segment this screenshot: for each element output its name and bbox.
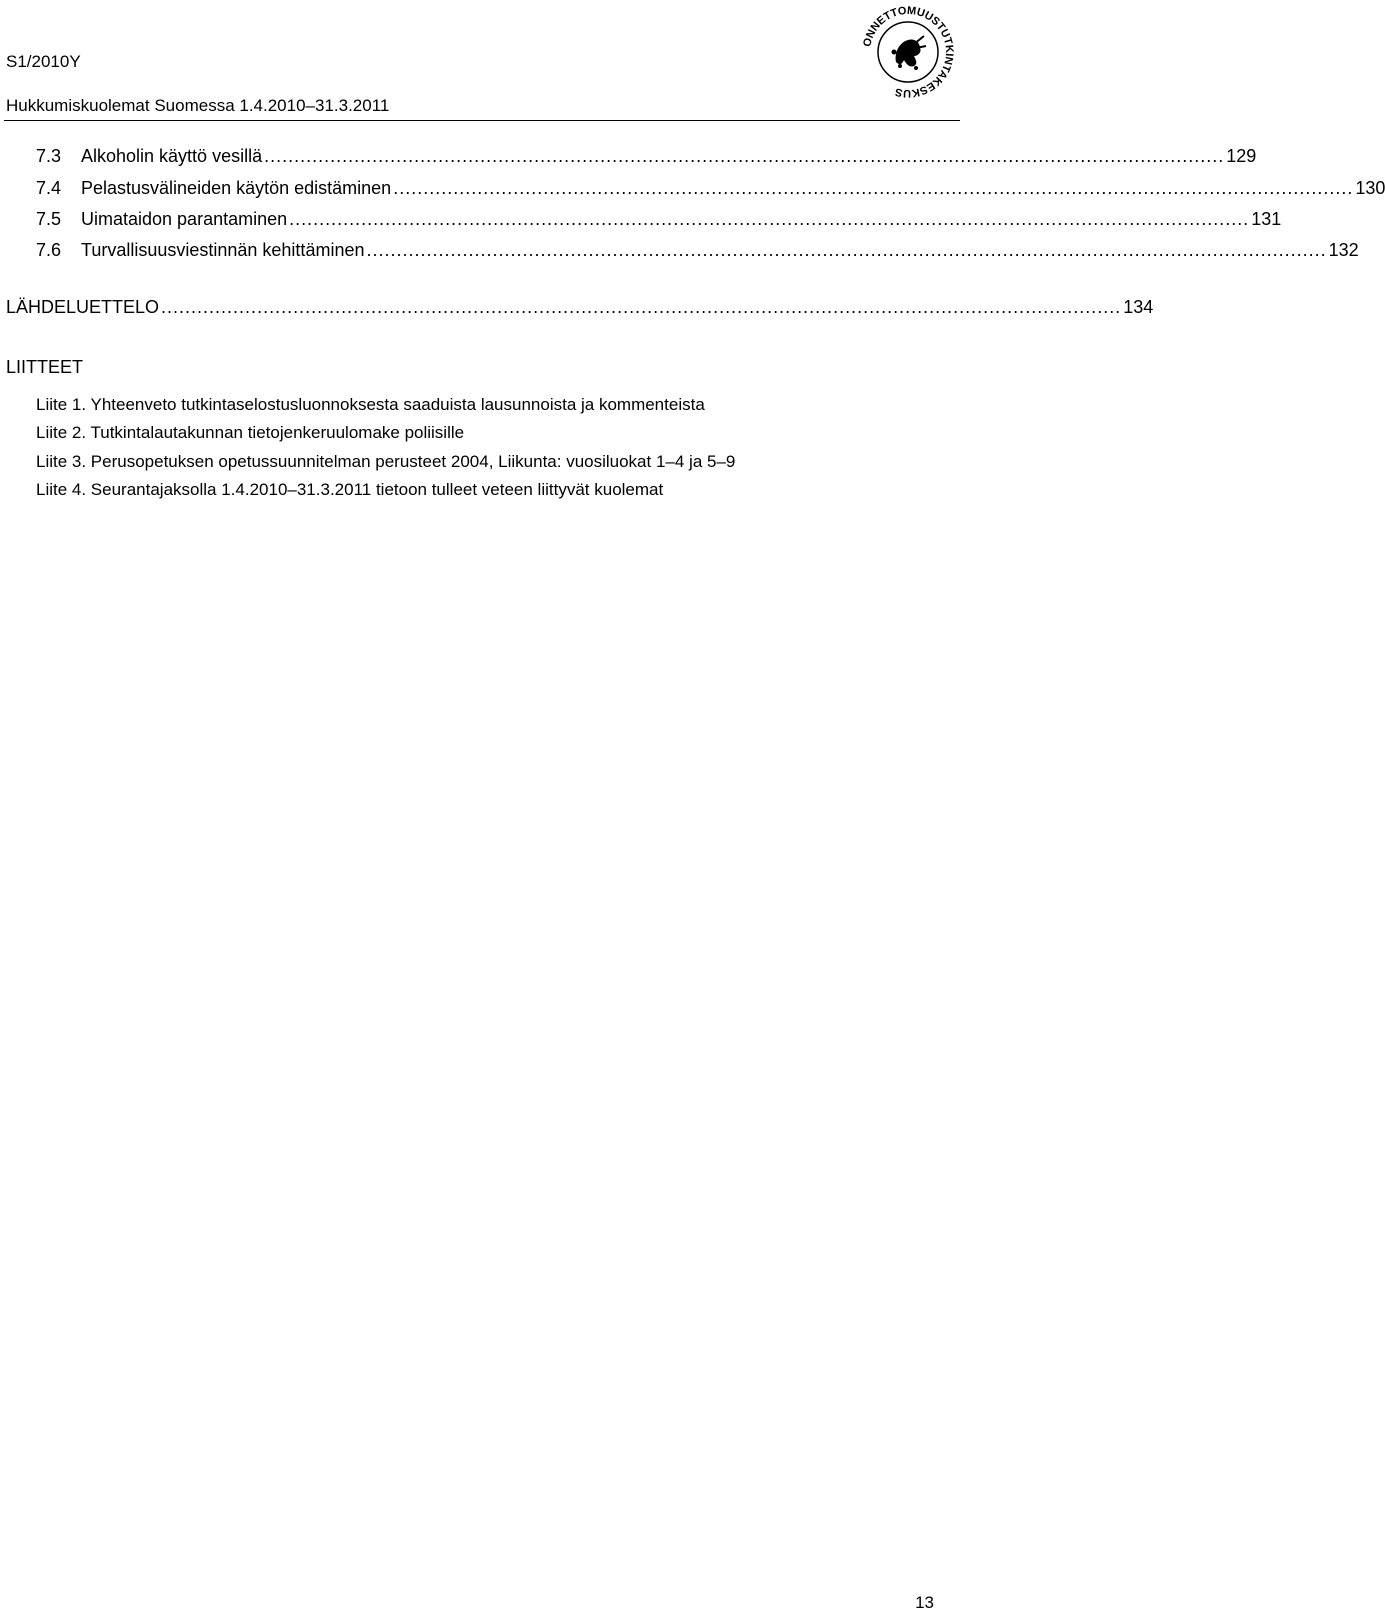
seal-ring-text: ONNETTOMUUSTUTKINTAKESKUS <box>861 4 956 100</box>
toc-leader: ................................................................................................................................................................ <box>366 240 1327 260</box>
toc-leader: ................................................................................................................................................................ <box>264 146 1225 166</box>
toc-title: LÄHDELUETTELO <box>6 297 160 317</box>
toc-number: 7.4 <box>36 178 62 198</box>
toc-number: 7.6 <box>36 240 62 260</box>
toc-entry[interactable] <box>36 207 1282 231</box>
toc-page: 131 <box>1251 209 1282 229</box>
toc-title: Turvallisuusviestinnän kehittäminen <box>81 240 365 260</box>
toc-page: 129 <box>1226 146 1257 166</box>
agency-seal-logo <box>856 0 960 104</box>
report-id: S1/2010Y <box>6 52 81 71</box>
toc-page: 130 <box>1355 178 1385 198</box>
toc-number: 7.3 <box>36 146 62 166</box>
toc-page: 132 <box>1328 240 1359 260</box>
toc-entry[interactable] <box>36 176 1385 200</box>
toc-page: 134 <box>1123 297 1154 317</box>
appendices-heading: LIITTEET <box>6 357 84 377</box>
toc-entry[interactable] <box>36 144 1257 168</box>
toc-title: Uimataidon parantaminen <box>81 209 288 229</box>
appendix-item[interactable]: Liite 2. Tutkintalautakunnan tietojenkeruulomake poliisille <box>36 423 465 442</box>
appendix-item[interactable]: Liite 4. Seurantajaksolla 1.4.2010–31.3.2011 tietoon tulleet veteen liittyvät kuolemat <box>36 480 664 499</box>
lion-emblem-icon <box>892 36 927 70</box>
appendix-item[interactable]: Liite 1. Yhteenveto tutkintaselostusluonnoksesta saaduista lausunnoista ja kommenteista <box>36 395 705 414</box>
appendix-item[interactable]: Liite 3. Perusopetuksen opetussuunnitelman perusteet 2004, Liikunta: vuosiluokat 1–4 ja 5–9 <box>36 452 736 471</box>
toc-entry[interactable] <box>36 238 1359 262</box>
toc-number: 7.5 <box>36 209 62 229</box>
header-divider <box>4 120 960 121</box>
toc-title: Alkoholin käyttö vesillä <box>81 146 263 166</box>
toc-leader: ................................................................................................................................................................ <box>393 178 1354 198</box>
report-title: Hukkumiskuolemat Suomessa 1.4.2010–31.3.2011 <box>6 96 390 115</box>
toc-leader: ................................................................................................................................................................ <box>161 297 1122 317</box>
page-number: 13 <box>915 1593 934 1612</box>
toc-title: Pelastusvälineiden käytön edistäminen <box>81 178 392 198</box>
toc-entry-references[interactable] <box>6 295 1154 319</box>
toc-leader: ................................................................................................................................................................ <box>289 209 1250 229</box>
